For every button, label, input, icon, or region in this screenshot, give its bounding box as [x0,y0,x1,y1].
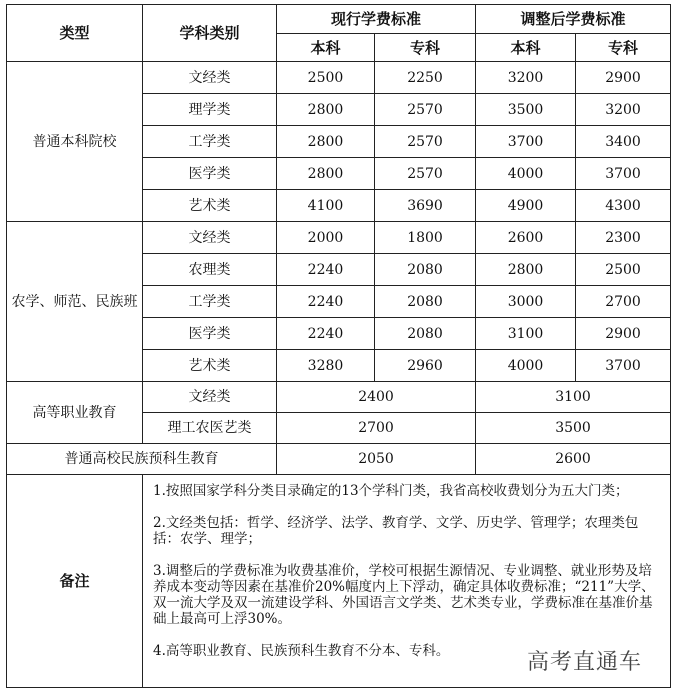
group-label: 农学、师范、民族班 [7,222,143,382]
value-cell: 2900 [576,318,671,350]
value-cell: 2080 [375,254,476,286]
value-cell: 2570 [375,126,476,158]
value-cell: 2800 [476,254,576,286]
value-cell: 2500 [576,254,671,286]
value-cell: 4300 [576,190,671,222]
category-cell: 文经类 [143,382,277,413]
value-cell: 2700 [277,413,476,444]
value-cell: 3100 [476,382,671,413]
value-cell: 3500 [476,413,671,444]
value-cell: 3700 [576,158,671,190]
value-cell: 2240 [277,318,375,350]
value-cell: 2600 [476,444,671,475]
header-adjusted-college: 专科 [576,34,671,62]
value-cell: 3700 [576,350,671,382]
category-cell: 医学类 [143,158,277,190]
value-cell: 3700 [476,126,576,158]
value-cell: 3100 [476,318,576,350]
note-item: 1.按照国家学科分类目录确定的13个学科门类，我省高校收费划分为五大门类； [153,483,629,499]
value-cell: 2700 [576,286,671,318]
note-item: 3.调整后的学费标准为收费基准价，学校可根据生源情况、专业调整、就业形势及培养成本变动等因素在基准价20%幅度内上下浮动，确定具体收费标准；“211”大学、双一流大学及双一流建设学科、外国语言文学类、艺术类专业，学费标准在基准价基础上最高可上浮30%。 [153,563,655,627]
value-cell: 2240 [277,286,375,318]
group-label: 普通高校民族预科生教育 [7,444,277,475]
value-cell: 2250 [375,62,476,94]
header-type: 类型 [7,5,143,62]
value-cell: 3690 [375,190,476,222]
value-cell: 3400 [576,126,671,158]
value-cell: 4000 [476,158,576,190]
value-cell: 2570 [375,94,476,126]
category-cell: 艺术类 [143,190,277,222]
tuition-table [6,4,671,688]
note-item: 2.文经类包括：哲学、经济学、法学、教育学、文学、历史学、管理学；农理类包括：农学、理学； [153,515,639,547]
value-cell: 2080 [375,318,476,350]
value-cell: 2800 [277,126,375,158]
category-cell: 工学类 [143,286,277,318]
value-cell: 2800 [277,94,375,126]
value-cell: 2080 [375,286,476,318]
category-cell: 文经类 [143,222,277,254]
value-cell: 2240 [277,254,375,286]
category-cell: 文经类 [143,62,277,94]
category-cell: 理学类 [143,94,277,126]
group-label: 高等职业教育 [7,382,143,444]
value-cell: 2800 [277,158,375,190]
value-cell: 4100 [277,190,375,222]
value-cell: 2400 [277,382,476,413]
value-cell: 4000 [476,350,576,382]
value-cell: 2500 [277,62,375,94]
value-cell: 2050 [277,444,476,475]
category-cell: 理工农医艺类 [143,413,277,444]
value-cell: 3280 [277,350,375,382]
value-cell: 2960 [375,350,476,382]
value-cell: 1800 [375,222,476,254]
value-cell: 4900 [476,190,576,222]
header-adjusted-standard: 调整后学费标准 [476,5,671,34]
category-cell: 艺术类 [143,350,277,382]
watermark: 高考直通车 [526,650,642,675]
value-cell: 2300 [576,222,671,254]
value-cell: 2000 [277,222,375,254]
category-cell: 工学类 [143,126,277,158]
header-current-bachelor: 本科 [277,34,375,62]
value-cell: 2600 [476,222,576,254]
value-cell: 3500 [476,94,576,126]
header-current-standard: 现行学费标准 [277,5,476,34]
note-item: 4.高等职业教育、民族预科生教育不分本、专科。 [153,643,450,659]
header-subject-category: 学科类别 [143,5,277,62]
header-adjusted-bachelor: 本科 [476,34,576,62]
value-cell: 3000 [476,286,576,318]
header-current-college: 专科 [375,34,476,62]
category-cell: 医学类 [143,318,277,350]
value-cell: 3200 [476,62,576,94]
value-cell: 2900 [576,62,671,94]
value-cell: 3200 [576,94,671,126]
value-cell: 2570 [375,158,476,190]
category-cell: 农理类 [143,254,277,286]
group-label: 普通本科院校 [7,62,143,222]
notes-label: 备注 [7,475,143,688]
